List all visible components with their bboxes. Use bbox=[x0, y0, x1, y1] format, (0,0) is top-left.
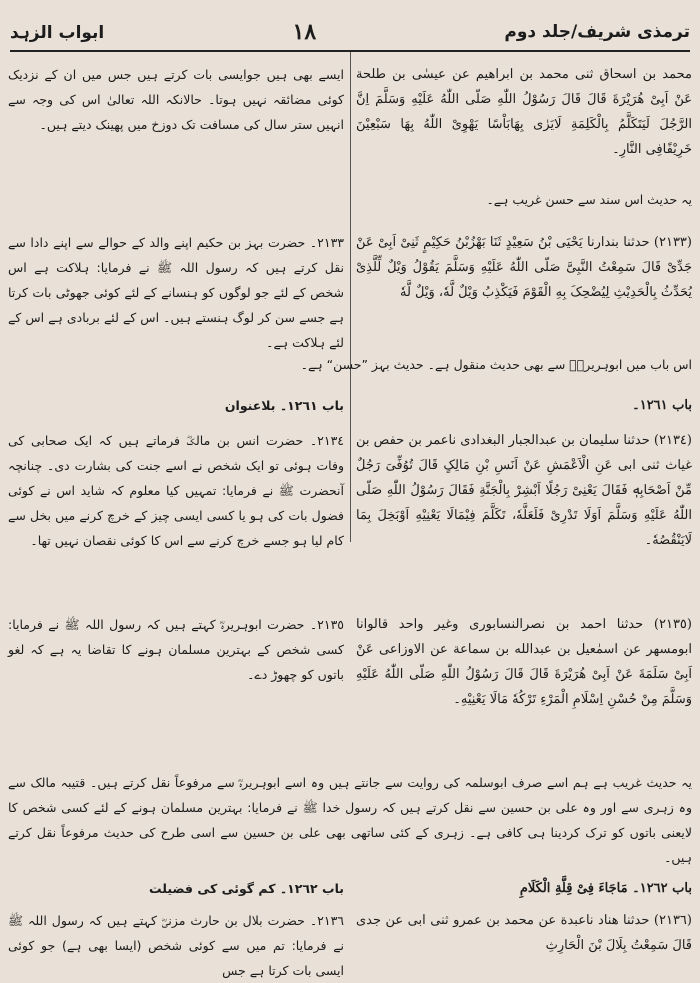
chapter-heading: باب ١٢٦١۔ bbox=[632, 398, 692, 413]
chapter-title: ابواب الزہد bbox=[10, 22, 105, 43]
arabic-hadith-text: (٢١٣٥) حدثنا احمد بن نصرالنسابوری وغیر واحد قالوانا ابومسهر عن اسمٰعیل بن عبدالله بن سماعة عن الاوزاعی عَنْ اَبِیْ سَلَمَةَ عَنْ اَبِیْ هُرَیْرَةَ قَالَ قَالَ رَسُوْلُ اللّٰهِ صَلّی اللّٰهُ عَلَیْهِ وَسَلَّمَ مِنْ حُسْنِ اِسْلَامِ الْمَرْءِ تَرْکُهٗ مَالَا یَعْنِیْهِ۔ bbox=[356, 617, 692, 707]
page-header bbox=[10, 14, 690, 50]
hadith-grade-note: اس باب میں ابوہریرہؓ سے بھی حدیث منقول ہے۔ حدیث بہز ”حسن“ ہے۔ bbox=[300, 357, 692, 372]
arabic-hadith-text: محمد بن اسحاق ثنی محمد بن ابراهیم عن عیسٰی بن طلحة عَنْ اَبِیْ هُرَیْرَةَ قَالَ قَالَ رَسُوْلُ اللّٰهِ صَلّی اللّٰهُ عَلَیْهِ وَسَلَّمَ اِنَّ الرَّجُلَ لَیَتَکَلَّمُ بِالْکَلِمَةِ لَایَرٰی بِهَابَاْسًا یَهْوِیْ اللّٰهُ بِهَا سَبْعِیْنَ خَرِیْفًافِی النَّارِ۔ bbox=[356, 67, 692, 157]
hadith-grade-note: یہ حدیث اس سند سے حسن غریب ہے۔ bbox=[486, 192, 692, 207]
arabic-hadith-text: (٢١٣٣) حدثنا بندارنا یَحْیَی بْنُ سَعِیْدٍ ثَنَا بَهْزُبْنُ حَکِیْمٍ ثَنِیْ اَبِیْ عَنْ جَدِّیْ قَالَ سَمِعْتُ النَّبِیَّ صَلّی اللّٰهُ عَلَیْهِ وَسَلَّمَ یَقُوْلُ وَیْلٌ لِّلَّذِیْ یُحَدِّثُ بِالْحَدِیْثِ لِیُضْحِکَ بِهِ الْقَوْمَ فَیَکْذِبُ وَیْلٌ لَّهٗ، وَیْلٌ لَّهٗ bbox=[356, 235, 692, 300]
urdu-translation: ایسے بھی ہیں جوایسی بات کرتے ہیں جس میں ان کے نزدیک کوئی مضائقہ نہیں ہوتا۔ حالانکہ اللہ تعالیٰ اس کی وجہ سے انہیں ستر سال کی مسافت تک دوزخ میں پھینک دیتے ہیں۔ bbox=[8, 67, 344, 132]
chapter-heading: باب ١٢٦٢۔ کم گوئی کی فضیلت bbox=[149, 881, 344, 896]
arabic-hadith-text: (٢١٣٦) حدثنا هناد ناعبدة عن محمد بن عمرو ثنی ابی عن جدی قَالَ سَمِعْتُ بِلَالَ بْنَ الْحَارِثِ bbox=[356, 913, 692, 953]
hadith-commentary: یہ حدیث غریب ہے ہم اسے صرف ابوسلمہ کی روایت سے جانتے ہیں وہ اسے ابوہریرہؓ سے مرفوعاً نقل کرتے ہیں۔ قتیبہ مالک سے وہ زہری سے اور وہ علی بن حسین سے نقل کرتے ہیں کہ رسول خدا ﷺ نے فرمایا: بہترین مسلمان ہونے کے لئے کسی شخص کا لایعنی باتوں کو ترک کردینا ہی کافی ہے۔ زہری کے کئی ساتھی بھی علی بن حسین سے اسی طرح کی حدیث مرفوعاً نقل کرتے ہیں۔ bbox=[8, 775, 692, 865]
column-divider bbox=[350, 52, 351, 542]
page-number: ١٨ bbox=[292, 19, 317, 45]
urdu-translation: ٢١٣٥۔ حضرت ابوہریرہؓ کہتے ہیں کہ رسول اللہ ﷺ نے فرمایا: کسی شخص کے بہترین مسلمان ہونے کا تقاضا یہ ہے کہ لغو باتوں کو چھوڑ دے۔ bbox=[8, 617, 344, 682]
urdu-translation: ٢١٣٤۔ حضرت انس بن مالکؓ فرماتے ہیں کہ ایک صحابی کی وفات ہوئی تو ایک شخص نے اسے جنت کی بشارت دی۔ چنانچہ آنحضرت ﷺ نے فرمایا: تمہیں کیا معلوم کہ شاید اس نے کوئی فضول بات کی ہو یا کسی ایسی چیز کے خرچ کرنے میں بخل سے کام لیا ہو جسے خرچ کرنے سے اس کا کوئی نقصان نہیں تھا۔ bbox=[8, 433, 345, 548]
urdu-translation: ٢١٣٦۔ حضرت بلال بن حارث مزنیؓ کہتے ہیں کہ رسول اللہ ﷺ نے فرمایا: تم میں سے کوئی شخص (ایسا بھی ہے) جو کوئی ایسی بات کرتا ہے جس bbox=[8, 913, 344, 978]
chapter-heading: باب ١٢٦٢۔ مَاجَاءَ فِیْ قِلَّةِ الْکَلَامِ bbox=[519, 881, 692, 896]
arabic-hadith-text: (٢١٣٤) حدثنا سلیمان بن عبدالجبار البغدادی ناعمر بن حفص بن غیاث ثنی ابی عَنِ الْاَعْمَشِ عَنْ اَنَسِ بْنِ مَالِکٍ قَالَ تُوُفِّیَ رَجُلٌ مِّنْ اَصْحَابِهٖ فَقَالَ یَعْنِیْ رَجُلًا اَبْشِرْ بِالْجَنَّةِ فَقَالَ رَسُوْلُ اللّٰهِ صَلّی اللّٰهُ عَلَیْهِ وَسَلَّمَ اَوَلَا تَدْرِیْ فَلَعَلَّهٗ، تَکَلَّمَ فِیْمَالَا یَعْنِیْهِ اَوْبَخِلَ بِمَا لَایَنْقُصُهٗ۔ bbox=[356, 433, 692, 548]
urdu-translation: ٢١٣٣۔ حضرت بہز بن حکیم اپنے والد کے حوالے سے اپنے دادا سے نقل کرتے ہیں کہ رسول اللہ ﷺ نے فرمایا: ہلاکت ہے اس شخص کے لئے جو لوگوں کو ہنسانے کے لئے کوئی جھوٹی بات کرتا ہے جسے سن کر لوگ ہنستے ہیں۔ اس کے لئے بربادی ہے اس کے لئے ہلاکت ہے۔ bbox=[8, 235, 344, 350]
book-title: ترمذی شریف/جلد دوم bbox=[504, 22, 690, 42]
chapter-heading: باب ١٢٦١۔ بلاعنوان bbox=[224, 398, 344, 413]
